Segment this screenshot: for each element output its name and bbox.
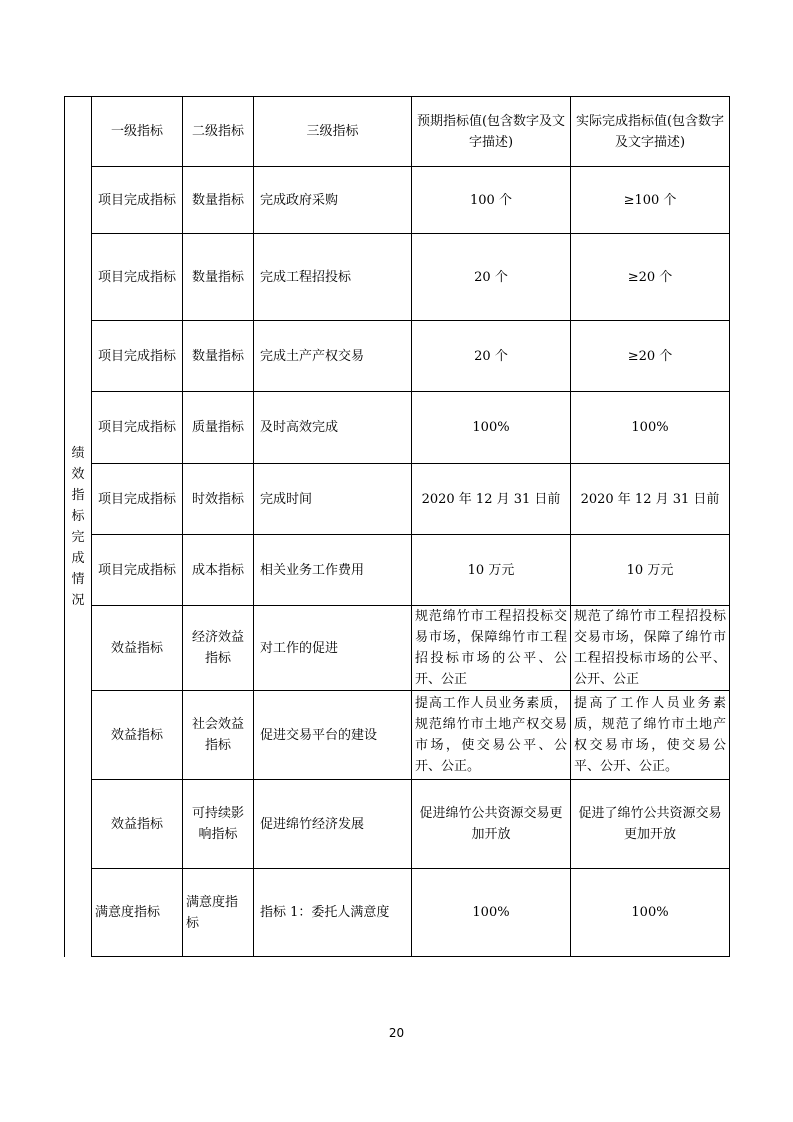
level2-cell: 质量指标 [183,392,254,464]
table-row [65,780,730,869]
header-level1: 一级指标 [92,97,183,167]
table-row [65,869,730,957]
level3-cell: 完成政府采购 [254,167,412,234]
level1-cell: 项目完成指标 [92,392,183,464]
actual-cell: ≥20 个 [571,321,730,392]
expected-cell: 提高工作人员业务素质，规范绵竹市土地产权交易市场，使交易公平、公开、公正。 [412,691,571,780]
level2-cell: 成本指标 [183,535,254,606]
header-actual: 实际完成指标值(包含数字及文字描述) [571,97,730,167]
level2-cell: 社会效益指标 [183,691,254,780]
level1-cell: 项目完成指标 [92,167,183,234]
level3-cell: 促进交易平台的建设 [254,691,412,780]
performance-table [64,96,730,957]
expected-cell: 20 个 [412,234,571,321]
level3-cell: 指标 1：委托人满意度 [254,869,412,957]
table-row [65,535,730,606]
level1-cell: 效益指标 [92,780,183,869]
level1-cell: 效益指标 [92,606,183,691]
expected-cell: 100% [412,392,571,464]
expected-cell: 20 个 [412,321,571,392]
actual-cell: 100% [571,869,730,957]
actual-cell: 促进了绵竹公共资源交易更加开放 [571,780,730,869]
actual-cell: 10 万元 [571,535,730,606]
level1-cell: 效益指标 [92,691,183,780]
expected-cell: 规范绵竹市工程招投标交易市场，保障绵竹市工程招投标市场的公平、公开、公正 [412,606,571,691]
side-label-cell [65,97,92,957]
page-number: 20 [388,1026,405,1040]
actual-cell: 100% [571,392,730,464]
table-row [65,392,730,464]
table-row [65,691,730,780]
table-row [65,321,730,392]
header-level3: 三级指标 [254,97,412,167]
level2-cell: 满意度指标 [183,869,254,957]
actual-cell: 2020 年 12 月 31 日前 [571,464,730,535]
expected-cell: 促进绵竹公共资源交易更加开放 [412,780,571,869]
table-row [65,167,730,234]
level2-cell: 经济效益指标 [183,606,254,691]
table-row [65,606,730,691]
level3-cell: 及时高效完成 [254,392,412,464]
expected-cell: 2020 年 12 月 31 日前 [412,464,571,535]
expected-cell: 100% [412,869,571,957]
level3-cell: 对工作的促进 [254,606,412,691]
expected-cell: 10 万元 [412,535,571,606]
actual-cell: ≥20 个 [571,234,730,321]
level3-cell: 完成工程招投标 [254,234,412,321]
level1-cell: 满意度指标 [92,869,183,957]
level3-cell: 促进绵竹经济发展 [254,780,412,869]
level3-cell: 完成土产产权交易 [254,321,412,392]
expected-cell: 100 个 [412,167,571,234]
table-row [65,464,730,535]
level3-cell: 完成时间 [254,464,412,535]
level2-cell: 可持续影响指标 [183,780,254,869]
header-expected: 预期指标值(包含数字及文字描述) [412,97,571,167]
level1-cell: 项目完成指标 [92,464,183,535]
header-level2: 二级指标 [183,97,254,167]
level2-cell: 数量指标 [183,234,254,321]
level3-cell: 相关业务工作费用 [254,535,412,606]
side-label: 绩效指标完成情况 [71,445,85,608]
level2-cell: 数量指标 [183,167,254,234]
level2-cell: 数量指标 [183,321,254,392]
actual-cell: 提高了工作人员业务素质，规范了绵竹市土地产权交易市场，使交易公平、公开、公正。 [571,691,730,780]
table-row [65,234,730,321]
level2-cell: 时效指标 [183,464,254,535]
actual-cell: 规范了绵竹市工程招投标交易市场，保障了绵竹市工程招投标市场的公平、公开、公正 [571,606,730,691]
level1-cell: 项目完成指标 [92,234,183,321]
level1-cell: 项目完成指标 [92,321,183,392]
actual-cell: ≥100 个 [571,167,730,234]
level1-cell: 项目完成指标 [92,535,183,606]
